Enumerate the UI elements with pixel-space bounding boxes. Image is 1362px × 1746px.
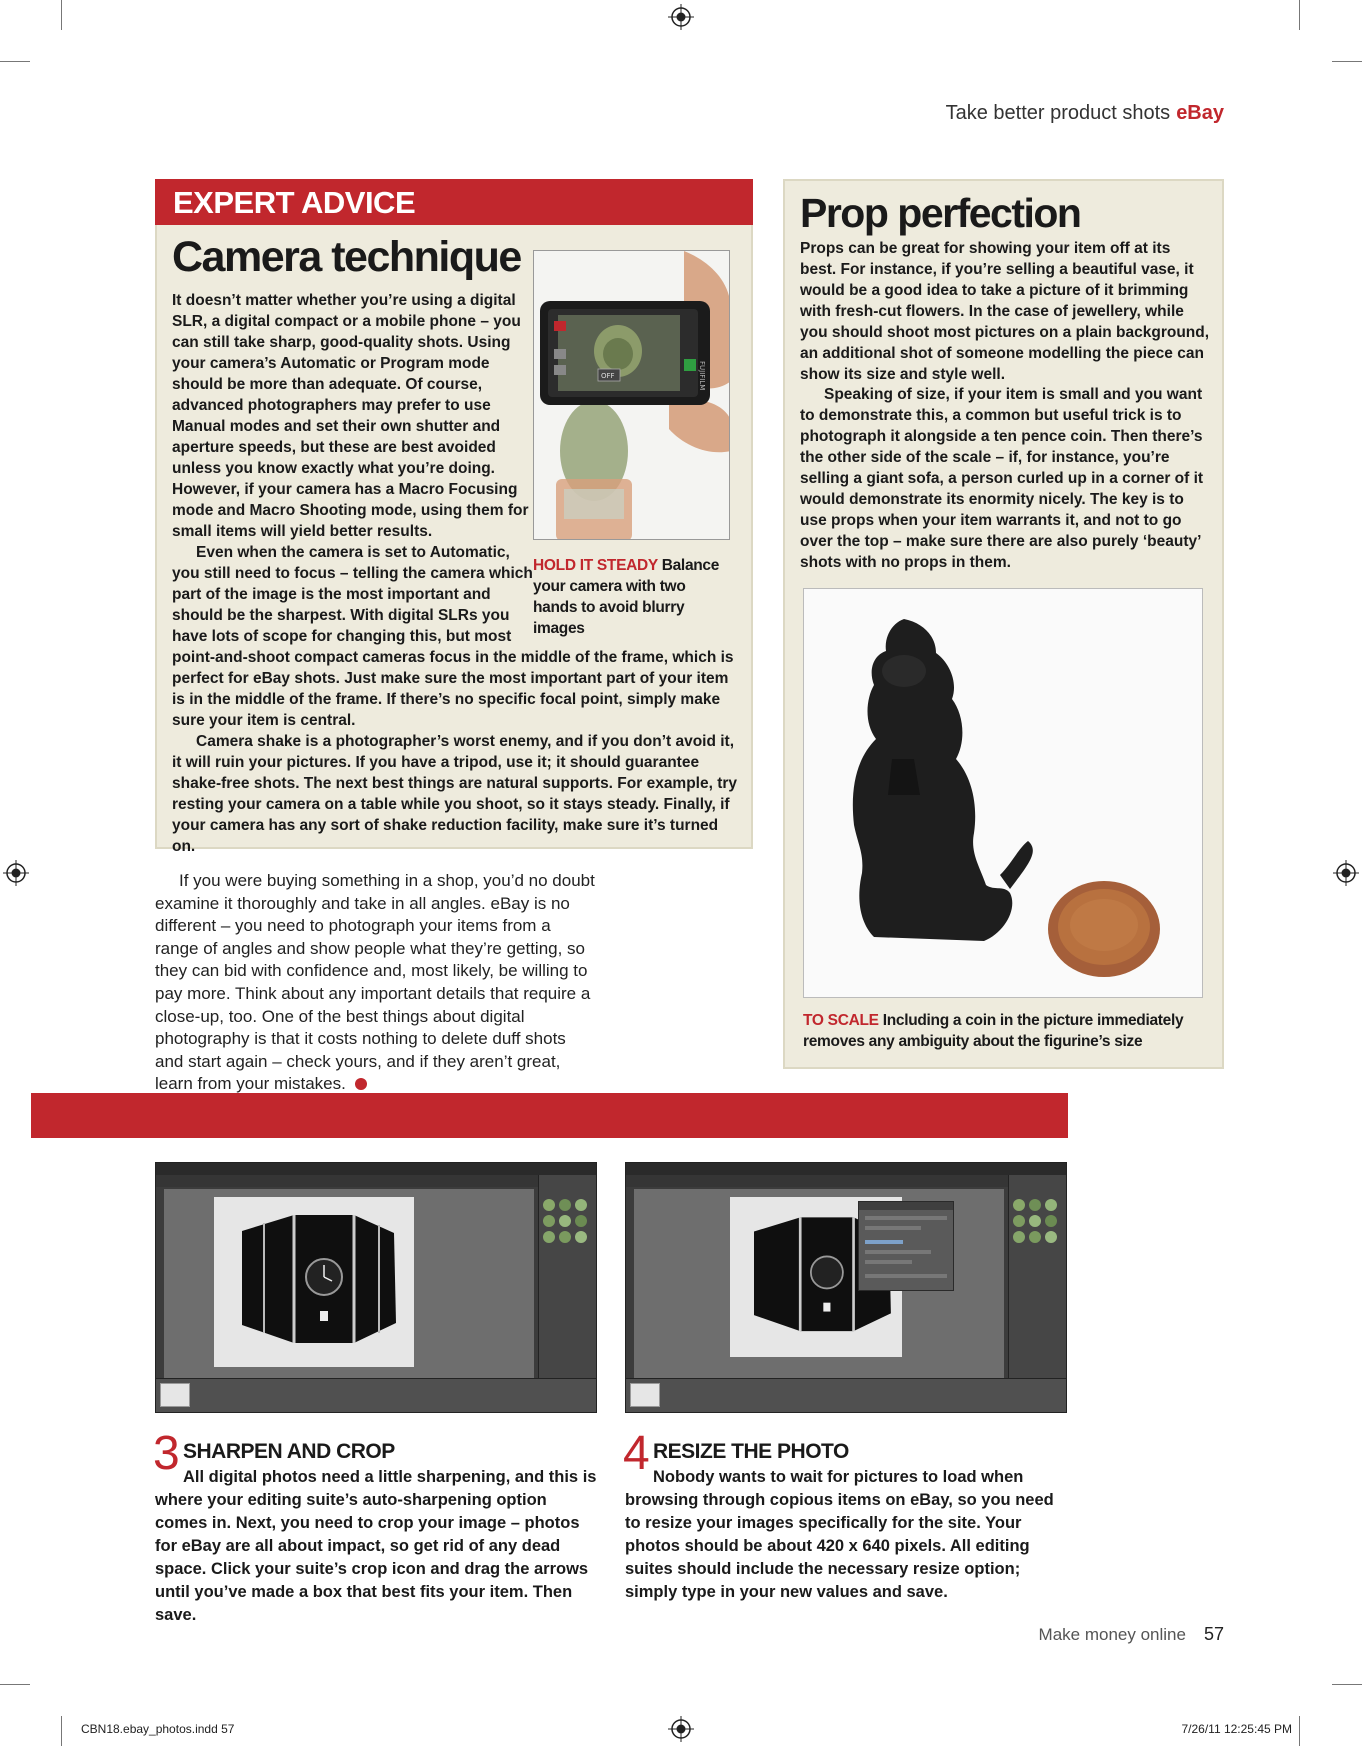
text-line: Manual modes and set their own shutter and	[172, 418, 501, 435]
crop-mark	[1332, 1684, 1362, 1685]
text-line: It doesn’t matter whether you’re using a digital	[172, 292, 516, 309]
registration-mark-icon	[3, 860, 29, 886]
figurine-photo	[803, 588, 1203, 998]
prop-perfection-heading: Prop perfection	[800, 190, 1081, 236]
caption-text: Balance your camera with two hands to avoid blurry images	[533, 557, 720, 637]
svg-text:OFF: OFF	[601, 372, 615, 380]
step-title: RESIZE THE PHOTO	[653, 1440, 849, 1463]
step-body: Nobody wants to wait for pictures to load when browsing through copious items on eBay, so you need to resize your images specifically for the site. Your photos should be about 420 x 640 pixels. All editing suites should include the necessary resize option; simply type in your new values and save.	[625, 1468, 1054, 1601]
text-line: have lots of scope for changing this, but most	[172, 628, 512, 645]
editor-toolbar	[626, 1175, 1066, 1187]
expert-advice-band	[155, 179, 753, 225]
text-line: aperture speeds, but these are best avoided	[172, 439, 496, 456]
editor-canvas	[634, 1189, 1004, 1379]
crop-mark	[61, 0, 62, 30]
running-header	[946, 102, 1224, 125]
text-line: Even when the camera is set to Automatic,	[196, 544, 510, 561]
resize-photo-screenshot	[625, 1162, 1067, 1413]
text-line: However, if your camera has a Macro Focusing	[172, 481, 518, 498]
page-number: 57	[1203, 1624, 1224, 1644]
camera-technique-paragraph: point-and-shoot compact cameras focus in the middle of the frame, which is perfect for eBay shots. Just make sure the most important part of your item is in the middle of the frame. If there’s no specific focal point, simply make sure your item is central.	[172, 649, 734, 729]
editor-right-panel	[538, 1175, 596, 1382]
text-line: should be the sharpest. With digital SLRs you	[172, 607, 510, 624]
step-body: All digital photos need a little sharpening, and this is where your editing suite’s auto-sharpening option comes in. Next, you need to crop your image – photos for eBay are all about impact, so get rid of any dead space. Click your suite’s crop icon and drag the arrows until you’ve made a box that best fits your item. Then save.	[155, 1468, 597, 1624]
expert-advice-label: EXPERT ADVICE	[173, 185, 416, 220]
text-line: should be more than adequate. Of course,	[172, 376, 483, 393]
prop-perfection-paragraph: Props can be great for showing your item off at its best. For instance, if you’re selling a beautiful vase, it would be a good idea to take a picture of it brimming with fresh-cut flowers. In the case of jewellery, while you should shoot most pictures on a plain background, an additional shot of someone modelling the piece can show its size and style well.	[800, 240, 1210, 383]
step-sharpen-and-crop	[153, 1427, 600, 1627]
text-line: mode and Macro Shooting mode, using them for	[172, 502, 529, 519]
text-line: you still need to focus – telling the camera which	[172, 565, 533, 582]
main-body-copy: If you were buying something in a shop, you’d no doubt examine it thoroughly and take in all angles. eBay is no different – you need to photograph your items from a range of angles and show people what they’re getting, so they can bid with confidence and, most likely, be willing to pay more. Think about any important details that require a close-up, too. One of the best things about digital photography is that it costs nothing to delete duff shots and start again – check yours, and if they aren’t great, learn from your mistakes.	[155, 871, 595, 1094]
camera-technique-paragraph: Camera shake is a photographer’s worst enemy, and if you don’t avoid it, it will ruin your pictures. If you have a tripod, use it; it should guarantee shake-free shots. The next best things are natural supports. For example, try resting your camera on a table while you shoot, so it stays steady. Finally, if your camera has any sort of shake reduction facility, make sure it’s turned on.	[172, 733, 738, 855]
print-slug-timestamp: 7/26/11 12:25:45 PM	[1181, 1722, 1292, 1736]
crop-mark	[0, 1684, 30, 1685]
image-size-dialog	[858, 1201, 954, 1291]
to-scale-caption	[803, 1010, 1203, 1052]
running-header-title: Take better product shots	[945, 102, 1171, 124]
text-line: part of the image is the most important and	[172, 586, 491, 603]
sharpen-crop-screenshot	[155, 1162, 597, 1413]
editor-canvas	[164, 1189, 534, 1379]
camera-technique-heading: Camera technique	[172, 233, 521, 281]
text-line: unless you know exactly what you’re doing.	[172, 460, 495, 477]
text-line: can still take sharp, good-quality shots. Using	[172, 334, 511, 351]
hold-it-steady-caption	[533, 555, 733, 639]
editor-toolbar	[156, 1175, 596, 1187]
step-resize-the-photo	[623, 1427, 1070, 1604]
text-line: small items will yield better results.	[172, 523, 433, 540]
crop-mark	[1332, 61, 1362, 62]
registration-mark-icon	[668, 4, 694, 30]
text-line: SLR, a digital compact or a mobile phone – you	[172, 313, 521, 330]
step-title: SHARPEN AND CROP	[183, 1440, 395, 1463]
camera-photo	[533, 250, 730, 540]
editor-photo-bin	[626, 1378, 1066, 1412]
crop-mark	[0, 61, 30, 62]
print-slug-file: CBN18.ebay_photos.indd 57	[81, 1722, 235, 1736]
caption-lead: HOLD IT STEADY	[533, 557, 658, 574]
page-footer	[1039, 1624, 1224, 1645]
footer-section: Make money online	[1038, 1625, 1186, 1644]
main-body-text	[155, 870, 595, 1096]
end-mark-icon	[355, 1078, 367, 1090]
caption-lead: TO SCALE	[803, 1012, 879, 1029]
crop-mark	[1299, 0, 1300, 30]
caption-text: Including a coin in the picture immediately removes any ambiguity about the figurine’s size	[803, 1012, 1184, 1050]
editor-menubar	[156, 1163, 596, 1175]
step-number: 3	[153, 1427, 180, 1480]
registration-mark-icon	[1333, 860, 1359, 886]
section-divider-band	[31, 1093, 1068, 1138]
step-number: 4	[623, 1427, 650, 1480]
crop-mark	[61, 1716, 62, 1746]
editor-right-panel	[1008, 1175, 1066, 1382]
prop-perfection-paragraph: Speaking of size, if your item is small and you want to demonstrate this, a common but useful trick is to photograph it alongside a ten pence coin. Then there’s the other side of the scale – if, for instance, you’re selling a giant sofa, a person curled up in a corner of it would demonstrate its enormity nicely. The key is to use props when your item warrants it, and not to go over the top – make sure there are also purely ‘beauty’ shots with no props in them.	[800, 386, 1204, 571]
editor-photo-bin	[156, 1378, 596, 1412]
svg-text:FUJIFILM: FUJIFILM	[698, 361, 706, 391]
text-line: advanced photographers may prefer to use	[172, 397, 491, 414]
text-line: your camera’s Automatic or Program mode	[172, 355, 490, 372]
camera-technique-text	[172, 290, 532, 647]
running-header-brand: eBay	[1176, 102, 1224, 124]
registration-mark-icon	[668, 1716, 694, 1742]
crop-mark	[1299, 1716, 1300, 1746]
editor-menubar	[626, 1163, 1066, 1175]
